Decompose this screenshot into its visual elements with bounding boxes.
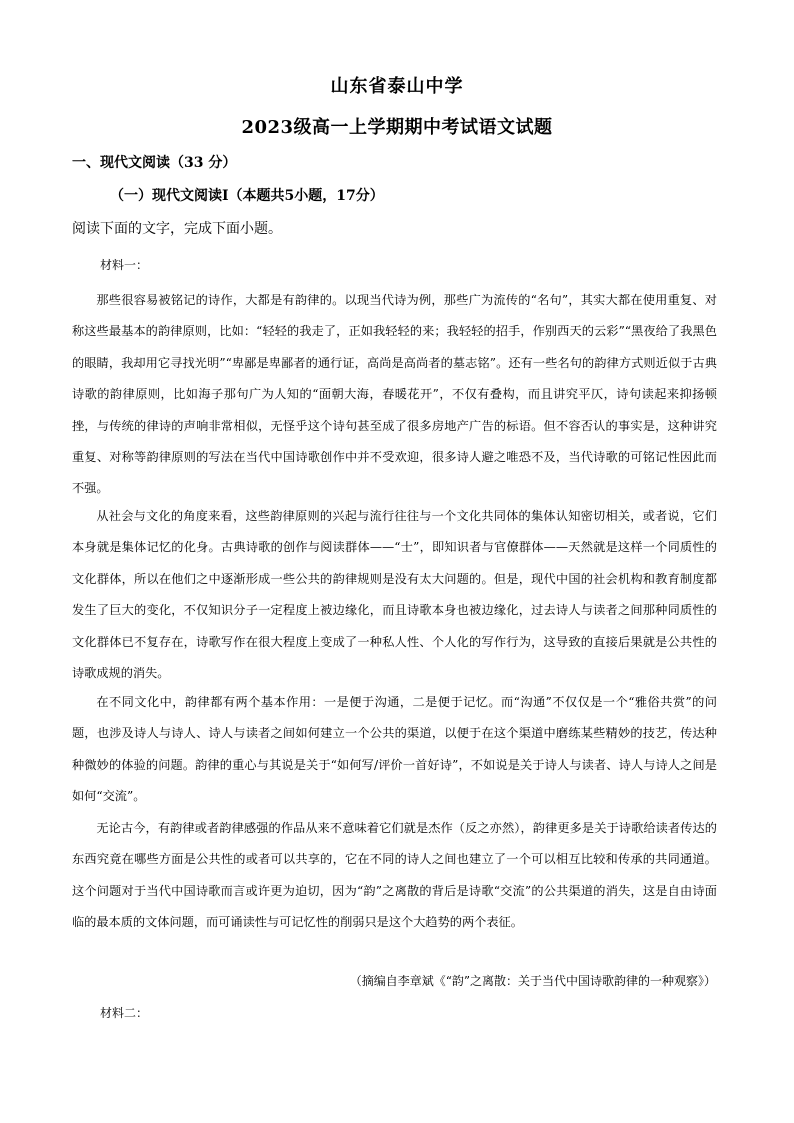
school-name: 山东省泰山中学 [330, 76, 464, 97]
passage-paragraph: 那些很容易被铭记的诗作，大都是有韵律的。以现当代诗为例，那些广为流传的“名句”，其实大都在使用重复、对称这些最基本的韵律原则，比如：“轻轻的我走了，正如我轻轻的来；我轻轻的招手，作别西天的云彩”“黑夜给了我黑色的眼睛，我却用它寻找光明”“卑鄙是卑鄙者的通行证，高尚是高尚者的墓志铭”。还有一些名句的韵律方式则近似于古典诗歌的韵律原则，比如海子那句广为人知的“面朝大海，春暖花开”，不仅有叠构，而且讲究平仄，诗句读起来抑扬顿挫，与传统的律诗的声响非常相似，无怪乎这个诗句甚至成了很多房地产广告的标语。但不容否认的事实是，这种讲究重复、对称等韵律原则的写法在当代中国诗歌创作中并不受欢迎，很多诗人避之唯恐不及，当代诗歌的可铭记性因此而不强。 [72, 293, 717, 496]
source-citation: （摘编自李章斌《“韵”之离散：关于当代中国诗歌韵律的一种观察》） [349, 974, 716, 988]
passage-paragraph: 无论古今，有韵律或者韵律感强的作品从来不意味着它们就是杰作（反之亦然），韵律更多是关于诗歌给读者传达的东西究竟在哪些方面是公共性的或者可以共享的，它在不同的诗人之间也建立了一个可以相互比较和传承的共同通道。这个问题对于当代中国诗歌而言或许更为迫切，因为“韵”之离散的背后是诗歌“交流”的公共渠道的消失，这是自由诗面临的最本质的文体问题，而可诵读性与可记忆性的削弱只是这个大趋势的两个表征。 [72, 821, 717, 930]
section-heading: 一、现代文阅读（33 分） [72, 155, 237, 171]
passage-paragraph: 从社会与文化的角度来看，这些韵律原则的兴起与流行往往与一个文化共同体的集体认知密切相关，或者说，它们本身就是集体记忆的化身。古典诗歌的创作与阅读群体——“士”，即知识者与官僚群体——天然就是这样一个同质性的文化群体，所以在他们之中逐渐形成一些公共的韵律规则是没有太大问题的。但是，现代中国的社会机构和教育制度都发生了巨大的变化，不仅知识分子一定程度上被边缘化，而且诗歌本身也被边缘化，过去诗人与读者之间那种同质性的文化群体已不复存在，诗歌写作在很大程度上变成了一种私人性、个人化的写作行为，这导致的直接后果就是公共性的诗歌成规的消失。 [72, 509, 717, 681]
material-two-label: 材料二： [100, 1006, 149, 1020]
reading-instruction: 阅读下面的文字，完成下面小题。 [72, 221, 282, 237]
exam-title: 2023级高一上学期期中考试语文试题 [241, 117, 553, 138]
material-one-label: 材料一： [100, 258, 149, 272]
passage-paragraph: 在不同文化中，韵律都有两个基本作用：一是便于沟通，二是便于记忆。而“沟通”不仅仅是一个“雅俗共赏”的问题，也涉及诗人与诗人、诗人与读者之间如何建立一个公共的渠道，以便于在这个渠道中磨练某些精妙的技艺，传达种种微妙的体验的问题。韵律的重心与其说是关于“如何写/评价一首好诗”，不如说是关于诗人与读者、诗人与诗人之间是如何“交流”。 [72, 695, 717, 804]
subsection-heading: （一）现代文阅读Ⅰ（本题共5小题，17分） [110, 188, 384, 204]
